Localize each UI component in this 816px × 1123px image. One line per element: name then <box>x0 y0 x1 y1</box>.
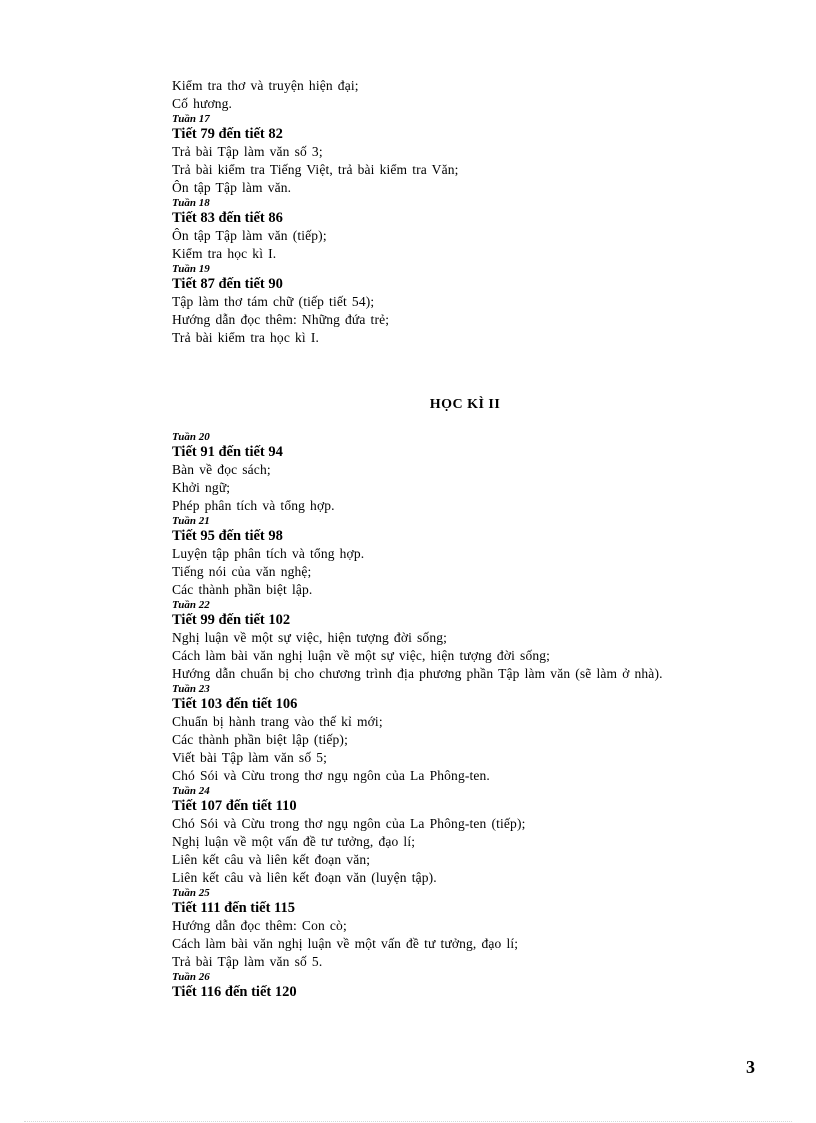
lesson-line: Ôn tập Tập làm văn (tiếp); <box>172 228 327 243</box>
lesson-line: Khởi ngữ; <box>172 480 231 495</box>
lesson-range: Tiết 79 đến tiết 82 <box>172 126 283 142</box>
week-block <box>172 683 772 785</box>
lesson-line: Các thành phần biệt lập. <box>172 582 313 597</box>
lesson-line: Cách làm bài văn nghị luận về một sự việc, hiện tượng đời sống; <box>172 648 551 663</box>
week-block <box>172 887 772 971</box>
week-block <box>172 971 772 1001</box>
lesson-range: Tiết 95 đến tiết 98 <box>172 528 283 544</box>
lesson-range: Tiết 99 đến tiết 102 <box>172 612 291 628</box>
lesson-range: Tiết 83 đến tiết 86 <box>172 210 283 226</box>
lesson-range: Tiết 91 đến tiết 94 <box>172 444 283 460</box>
lesson-line: Luyện tập phân tích và tổng hợp. <box>172 546 365 561</box>
lesson-range: Tiết 111 đến tiết 115 <box>172 900 295 916</box>
week-label: Tuần 21 <box>172 515 210 527</box>
lesson-range: Tiết 103 đến tiết 106 <box>172 696 298 712</box>
lesson-range: Tiết 116 đến tiết 120 <box>172 984 297 1000</box>
lesson-line: Trả bài kiểm tra học kì I. <box>172 330 319 345</box>
lesson-line: Các thành phần biệt lập (tiếp); <box>172 732 348 747</box>
lesson-line: Liên kết câu và liên kết đoạn văn; <box>172 852 371 867</box>
lesson-line: Nghị luận về một sự việc, hiện tượng đời sống; <box>172 630 448 645</box>
lesson-line: Liên kết câu và liên kết đoạn văn (luyện tập). <box>172 870 437 885</box>
week-label: Tuần 19 <box>172 263 210 275</box>
week-label: Tuần 18 <box>172 197 210 209</box>
week-label: Tuần 24 <box>172 785 210 797</box>
week-block <box>172 431 772 515</box>
lesson-line: Tập làm thơ tám chữ (tiếp tiết 54); <box>172 294 375 309</box>
week-label: Tuần 26 <box>172 971 210 983</box>
semester2-section <box>172 431 772 1001</box>
week-label: Tuần 20 <box>172 431 210 443</box>
lesson-line: Chuẩn bị hành trang vào thế kỉ mới; <box>172 714 383 729</box>
lesson-line: Hướng dẫn đọc thêm: Những đứa trẻ; <box>172 312 390 327</box>
lesson-range: Tiết 107 đến tiết 110 <box>172 798 297 814</box>
lesson-line: Chó Sói và Cừu trong thơ ngụ ngôn của La Phông-ten (tiếp); <box>172 816 526 831</box>
week-block <box>172 197 772 263</box>
lesson-line: Bàn về đọc sách; <box>172 462 271 477</box>
week-block <box>172 599 772 683</box>
lesson-line: Tiếng nói của văn nghệ; <box>172 564 312 579</box>
week-label: Tuần 17 <box>172 113 210 125</box>
semester-heading: HỌC KÌ II <box>429 397 501 412</box>
week-label: Tuần 23 <box>172 683 210 695</box>
lesson-line: Trả bài Tập làm văn số 3; <box>172 144 323 159</box>
lesson-line: Nghị luận về một vấn đề tư tưởng, đạo lí; <box>172 834 416 849</box>
week-label: Tuần 25 <box>172 887 210 899</box>
lesson-line: Trả bài kiểm tra Tiếng Việt, trả bài kiểm tra Văn; <box>172 162 459 177</box>
lesson-line: Cách làm bài văn nghị luận về một vấn đề tư tưởng, đạo lí; <box>172 936 519 951</box>
week-block <box>172 785 772 887</box>
week-block <box>172 113 772 197</box>
lesson-line: Hướng dẫn chuẩn bị cho chương trình địa phương phần Tập làm văn (sẽ làm ở nhà). <box>172 666 663 681</box>
week-label: Tuần 22 <box>172 599 210 611</box>
week-block <box>172 263 772 347</box>
lesson-line: Trả bài Tập làm văn số 5. <box>172 954 323 969</box>
lesson-line: Viết bài Tập làm văn số 5; <box>172 750 328 765</box>
lesson-line: Phép phân tích và tổng hợp. <box>172 498 335 513</box>
lesson-line: Kiểm tra thơ và truyện hiện đại; <box>172 78 359 93</box>
semester1-section <box>172 77 772 347</box>
lesson-line: Ôn tập Tập làm văn. <box>172 180 292 195</box>
lesson-line: Chó Sói và Cừu trong thơ ngụ ngôn của La Phông-ten. <box>172 768 490 783</box>
lesson-range: Tiết 87 đến tiết 90 <box>172 276 283 292</box>
lesson-line: Cố hương. <box>172 96 233 111</box>
lesson-line: Kiểm tra học kì I. <box>172 246 277 261</box>
week-block <box>172 515 772 599</box>
page-bottom-divider <box>24 1121 792 1122</box>
page-number: 3 <box>746 1057 755 1077</box>
lesson-line: Hướng dẫn đọc thêm: Con cò; <box>172 918 347 933</box>
